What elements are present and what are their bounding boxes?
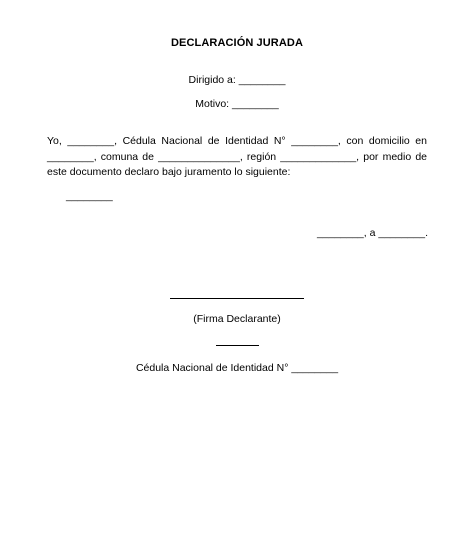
signature-line <box>170 298 304 299</box>
paragraph-line: este documento declaro bajo juramento lo siguiente: <box>47 166 291 178</box>
declaration-paragraph <box>47 134 427 181</box>
paragraph-line: Yo, ________, Cédula Nacional de Identidad N° ________, con domicilio en <box>47 135 427 147</box>
reason-line: Motivo: ________ <box>195 98 279 110</box>
place-date-line: ________, a ________. <box>317 227 428 239</box>
paragraph-line: ________, comuna de ______________, región _____________, por medio de <box>47 150 427 163</box>
addressee-line: Dirigido a: ________ <box>188 74 286 86</box>
declaration-item-blank: ________ <box>66 190 113 202</box>
document-title: DECLARACIÓN JURADA <box>171 37 303 49</box>
signature-label: (Firma Declarante) <box>193 313 281 325</box>
id-number-footer: Cédula Nacional de Identidad N° ________ <box>135 362 339 374</box>
short-divider-line <box>216 345 259 346</box>
